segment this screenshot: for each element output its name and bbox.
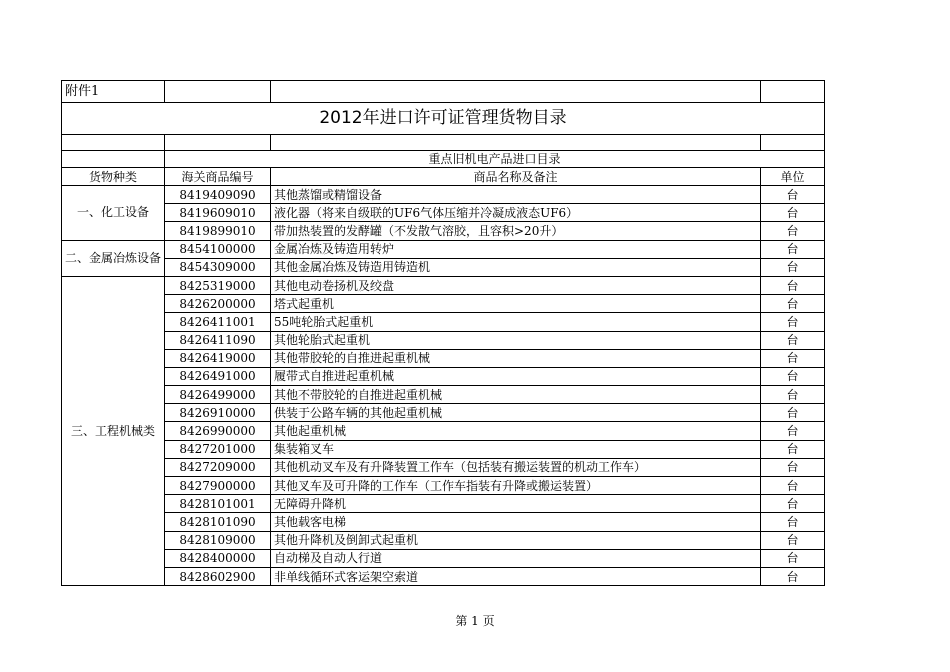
code-cell[interactable]: 8428109000 bbox=[165, 531, 271, 549]
unit-cell[interactable]: 台 bbox=[761, 240, 825, 258]
table-row bbox=[62, 404, 825, 422]
unit-cell[interactable]: 台 bbox=[761, 367, 825, 385]
name-cell[interactable]: 其他带胶轮的自推进起重机械 bbox=[271, 349, 761, 367]
name-cell[interactable]: 其他载客电梯 bbox=[271, 513, 761, 531]
name-cell[interactable]: 液化器（将来自级联的UF6气体压缩并冷凝成液态UF6） bbox=[271, 204, 761, 222]
header-code[interactable]: 海关商品编号 bbox=[165, 168, 271, 186]
code-cell[interactable]: 8426200000 bbox=[165, 295, 271, 313]
name-cell[interactable]: 供装于公路车辆的其他起重机械 bbox=[271, 404, 761, 422]
code-cell[interactable]: 8428101090 bbox=[165, 513, 271, 531]
unit-cell[interactable]: 台 bbox=[761, 513, 825, 531]
unit-cell[interactable]: 台 bbox=[761, 440, 825, 458]
name-cell[interactable]: 履带式自推进起重机械 bbox=[271, 367, 761, 385]
table-row bbox=[62, 313, 825, 331]
header-name[interactable]: 商品名称及备注 bbox=[271, 168, 761, 186]
code-cell[interactable]: 8426411090 bbox=[165, 331, 271, 349]
unit-cell[interactable]: 台 bbox=[761, 222, 825, 240]
category-cell[interactable]: 一、化工设备 bbox=[62, 186, 165, 241]
name-cell[interactable]: 55吨轮胎式起重机 bbox=[271, 313, 761, 331]
empty-cell[interactable] bbox=[165, 135, 271, 151]
code-cell[interactable]: 8426419000 bbox=[165, 349, 271, 367]
name-cell[interactable]: 其他机动叉车及有升降装置工作车（包括装有搬运装置的机动工作车） bbox=[271, 458, 761, 476]
name-cell[interactable]: 其他电动卷扬机及绞盘 bbox=[271, 276, 761, 294]
table-row bbox=[62, 240, 825, 258]
unit-cell[interactable]: 台 bbox=[761, 549, 825, 567]
unit-cell[interactable]: 台 bbox=[761, 495, 825, 513]
empty-cell[interactable] bbox=[761, 135, 825, 151]
table-row bbox=[62, 186, 825, 204]
empty-cell[interactable] bbox=[271, 81, 761, 103]
section-subtitle[interactable]: 重点旧机电产品进口目录 bbox=[165, 151, 825, 168]
code-cell[interactable]: 8454309000 bbox=[165, 258, 271, 276]
name-cell[interactable]: 集装箱叉车 bbox=[271, 440, 761, 458]
code-cell[interactable]: 8427900000 bbox=[165, 477, 271, 495]
annex-label[interactable]: 附件1 bbox=[62, 81, 165, 103]
category-cell[interactable]: 三、工程机械类 bbox=[62, 276, 165, 585]
empty-cell[interactable] bbox=[761, 81, 825, 103]
table-row bbox=[62, 513, 825, 531]
table-row bbox=[62, 349, 825, 367]
table-row bbox=[62, 258, 825, 276]
name-cell[interactable]: 其他起重机械 bbox=[271, 422, 761, 440]
table-row bbox=[62, 386, 825, 404]
name-cell[interactable]: 其他轮胎式起重机 bbox=[271, 331, 761, 349]
unit-cell[interactable]: 台 bbox=[761, 422, 825, 440]
page-title[interactable]: 2012年进口许可证管理货物目录 bbox=[62, 103, 825, 135]
table-row bbox=[62, 567, 825, 585]
title-row bbox=[62, 103, 825, 135]
annex-row bbox=[62, 81, 825, 103]
table-row bbox=[62, 422, 825, 440]
empty-cell[interactable] bbox=[165, 81, 271, 103]
empty-cell[interactable] bbox=[62, 151, 165, 168]
name-cell[interactable]: 带加热装置的发酵罐（不发散气溶胶，且容积>20升） bbox=[271, 222, 761, 240]
code-cell[interactable]: 8426910000 bbox=[165, 404, 271, 422]
table-row bbox=[62, 295, 825, 313]
name-cell[interactable]: 非单线循环式客运架空索道 bbox=[271, 567, 761, 585]
table-row bbox=[62, 477, 825, 495]
unit-cell[interactable]: 台 bbox=[761, 276, 825, 294]
category-cell[interactable]: 二、金属冶炼设备 bbox=[62, 240, 165, 276]
code-cell[interactable]: 8419609010 bbox=[165, 204, 271, 222]
name-cell[interactable]: 其他升降机及倒卸式起重机 bbox=[271, 531, 761, 549]
header-row bbox=[62, 168, 825, 186]
code-cell[interactable]: 8428400000 bbox=[165, 549, 271, 567]
code-cell[interactable]: 8425319000 bbox=[165, 276, 271, 294]
name-cell[interactable]: 塔式起重机 bbox=[271, 295, 761, 313]
unit-cell[interactable]: 台 bbox=[761, 567, 825, 585]
unit-cell[interactable]: 台 bbox=[761, 331, 825, 349]
table-row bbox=[62, 276, 825, 294]
code-cell[interactable]: 8426411001 bbox=[165, 313, 271, 331]
code-cell[interactable]: 8427209000 bbox=[165, 458, 271, 476]
code-cell[interactable]: 8428602900 bbox=[165, 567, 271, 585]
table-row bbox=[62, 222, 825, 240]
name-cell[interactable]: 其他叉车及可升降的工作车（工作车指装有升降或搬运装置） bbox=[271, 477, 761, 495]
code-cell[interactable]: 8454100000 bbox=[165, 240, 271, 258]
empty-cell[interactable] bbox=[62, 135, 165, 151]
name-cell[interactable]: 无障碍升降机 bbox=[271, 495, 761, 513]
table-row bbox=[62, 495, 825, 513]
code-cell[interactable]: 8426499000 bbox=[165, 386, 271, 404]
code-cell[interactable]: 8426990000 bbox=[165, 422, 271, 440]
code-cell[interactable]: 8427201000 bbox=[165, 440, 271, 458]
unit-cell[interactable]: 台 bbox=[761, 386, 825, 404]
table-row bbox=[62, 440, 825, 458]
unit-cell[interactable]: 台 bbox=[761, 204, 825, 222]
table-row bbox=[62, 549, 825, 567]
unit-cell[interactable]: 台 bbox=[761, 458, 825, 476]
table-row bbox=[62, 204, 825, 222]
code-cell[interactable]: 8426491000 bbox=[165, 367, 271, 385]
unit-cell[interactable]: 台 bbox=[761, 531, 825, 549]
header-category[interactable]: 货物种类 bbox=[62, 168, 165, 186]
unit-cell[interactable]: 台 bbox=[761, 313, 825, 331]
table-row bbox=[62, 331, 825, 349]
unit-cell[interactable]: 台 bbox=[761, 404, 825, 422]
code-cell[interactable]: 8419899010 bbox=[165, 222, 271, 240]
subtitle-row bbox=[62, 151, 825, 168]
header-unit[interactable]: 单位 bbox=[761, 168, 825, 186]
table-row bbox=[62, 367, 825, 385]
name-cell[interactable]: 其他金属冶炼及铸造用铸造机 bbox=[271, 258, 761, 276]
table-row bbox=[62, 458, 825, 476]
empty-cell[interactable] bbox=[271, 135, 761, 151]
unit-cell[interactable]: 台 bbox=[761, 186, 825, 204]
name-cell[interactable]: 其他蒸馏或精馏设备 bbox=[271, 186, 761, 204]
name-cell[interactable]: 自动梯及自动人行道 bbox=[271, 549, 761, 567]
code-cell[interactable]: 8428101001 bbox=[165, 495, 271, 513]
goods-catalog-table bbox=[61, 80, 825, 586]
table-row bbox=[62, 531, 825, 549]
unit-cell[interactable]: 台 bbox=[761, 477, 825, 495]
name-cell[interactable]: 其他不带胶轮的自推进起重机械 bbox=[271, 386, 761, 404]
blank-row bbox=[62, 135, 825, 151]
page-footer: 第 1 页 bbox=[455, 614, 495, 628]
unit-cell[interactable]: 台 bbox=[761, 349, 825, 367]
code-cell[interactable]: 8419409090 bbox=[165, 186, 271, 204]
unit-cell[interactable]: 台 bbox=[761, 295, 825, 313]
name-cell[interactable]: 金属冶炼及铸造用转炉 bbox=[271, 240, 761, 258]
unit-cell[interactable]: 台 bbox=[761, 258, 825, 276]
